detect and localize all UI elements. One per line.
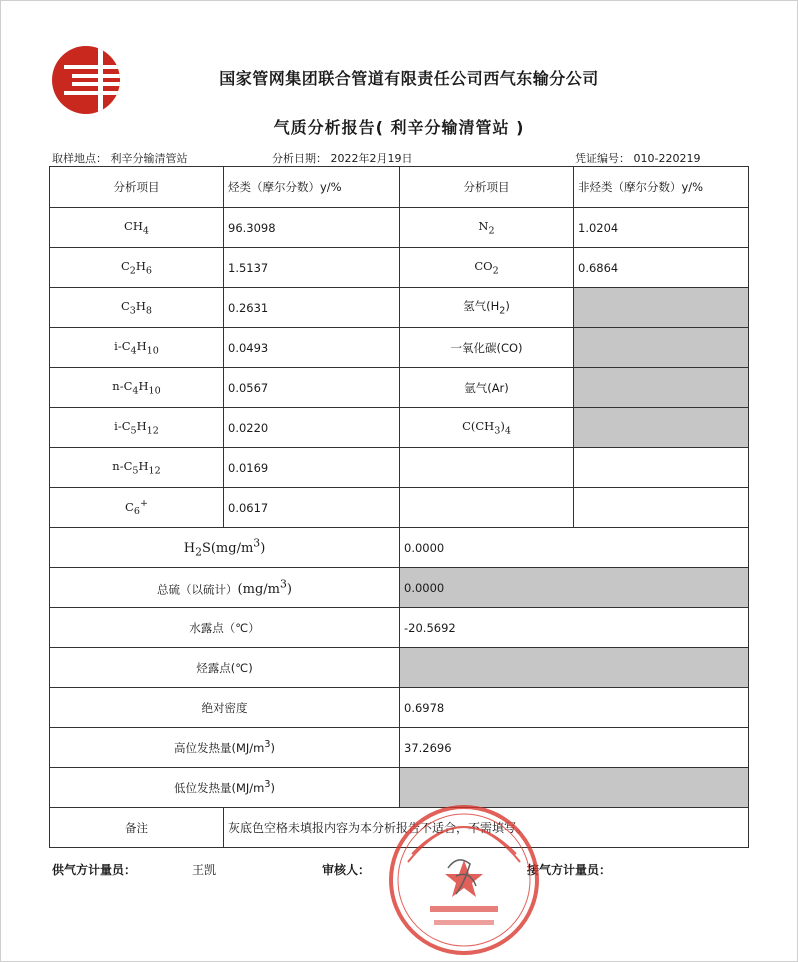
empty-cell (400, 488, 574, 528)
analysis-date: 分析日期： 2022年2月19日 (272, 152, 413, 165)
non-hydrocarbon-name: 氢气$(H_2)$ (400, 288, 574, 328)
table-row (50, 488, 749, 528)
hydrocarbon-value: 0.0617 (224, 488, 400, 528)
hydrocarbon-name: $CH_4$ (50, 208, 224, 248)
property-value: 0.0000 (400, 568, 749, 608)
remark-label: 备注 (50, 808, 224, 848)
table-row (50, 528, 749, 568)
hydrocarbon-value: 96.3098 (224, 208, 400, 248)
property-value: -20.5692 (400, 608, 749, 648)
hydrocarbon-name: $n-C_5H_{12}$ (50, 448, 224, 488)
table-row (50, 248, 749, 288)
hydrocarbon-value: 0.0220 (224, 408, 400, 448)
col-header: 烃类（摩尔分数）y/% (224, 167, 400, 208)
hydrocarbon-value: 0.2631 (224, 288, 400, 328)
non-hydrocarbon-value: 1.0204 (574, 208, 749, 248)
hydrocarbon-value: 0.0567 (224, 368, 400, 408)
property-label: $H_2S(mg/m^3)$ (50, 528, 400, 568)
non-hydrocarbon-value (574, 368, 749, 408)
hydrocarbon-name: $C_6^+$ (50, 488, 224, 528)
property-value: 0.6978 (400, 688, 749, 728)
table-row (50, 448, 749, 488)
property-label: 水露点（℃） (50, 608, 400, 648)
supplier-meter-label: 供气方计量员： (52, 863, 137, 877)
property-value: 37.2696 (400, 728, 749, 768)
analysis-table (49, 166, 749, 848)
hydrocarbon-name: $C_3H_8$ (50, 288, 224, 328)
property-label: 高位发热量$(MJ/m^3)$ (50, 728, 400, 768)
non-hydrocarbon-name: 一氧化碳(CO) (400, 328, 574, 368)
non-hydrocarbon-value (574, 288, 749, 328)
report-title: 气质分析报告( 利辛分输清管站 ) (273, 118, 525, 137)
hydrocarbon-name: $i-C_4H_{10}$ (50, 328, 224, 368)
table-row (50, 208, 749, 248)
non-hydrocarbon-value (574, 408, 749, 448)
empty-cell (400, 448, 574, 488)
empty-cell (574, 448, 749, 488)
table-row (50, 688, 749, 728)
table-row (50, 728, 749, 768)
sampling-location: 取样地点： 利辛分输清管站 (52, 152, 188, 165)
non-hydrocarbon-value: 0.6864 (574, 248, 749, 288)
receiver-meter-label: 接气方计量员： (527, 863, 612, 877)
company-name: 国家管网集团联合管道有限责任公司西气东输分公司 (219, 69, 599, 88)
voucher-number: 凭证编号： 010-220219 (575, 152, 701, 165)
reviewer-label: 审核人： (322, 863, 371, 877)
official-seal (386, 802, 542, 958)
non-hydrocarbon-name: $N_2$ (400, 208, 574, 248)
supplier-meter-name: 王凯 (192, 863, 217, 877)
non-hydrocarbon-name: $C(CH_3)_4$ (400, 408, 574, 448)
col-header: 分析项目 (50, 167, 224, 208)
col-header: 非烃类（摩尔分数）y/% (574, 167, 749, 208)
hydrocarbon-value: 0.0493 (224, 328, 400, 368)
empty-cell (574, 488, 749, 528)
hydrocarbon-value: 1.5137 (224, 248, 400, 288)
hydrocarbon-name: $n-C_4H_{10}$ (50, 368, 224, 408)
property-label: 低位发热量$(MJ/m^3)$ (50, 768, 400, 808)
table-row (50, 328, 749, 368)
property-label: 总硫（以硫计）$(mg/m^3)$ (50, 568, 400, 608)
table-row (50, 288, 749, 328)
table-row (50, 648, 749, 688)
hydrocarbon-name: $C_2H_6$ (50, 248, 224, 288)
remark-text: 灰底色空格未填报内容为本分析报告不适合，不需填写。 (224, 808, 749, 848)
table-row (50, 608, 749, 648)
table-header-row (50, 167, 749, 208)
property-value (400, 648, 749, 688)
property-label: 绝对密度 (50, 688, 400, 728)
non-hydrocarbon-value (574, 328, 749, 368)
table-row (50, 368, 749, 408)
col-header: 分析项目 (400, 167, 574, 208)
property-label: 烃露点(℃) (50, 648, 400, 688)
non-hydrocarbon-name: 氩气(Ar) (400, 368, 574, 408)
hydrocarbon-name: $i-C_5H_{12}$ (50, 408, 224, 448)
table-row (50, 568, 749, 608)
non-hydrocarbon-name: $CO_2$ (400, 248, 574, 288)
hydrocarbon-value: 0.0169 (224, 448, 400, 488)
table-row (50, 408, 749, 448)
property-value: 0.0000 (400, 528, 749, 568)
